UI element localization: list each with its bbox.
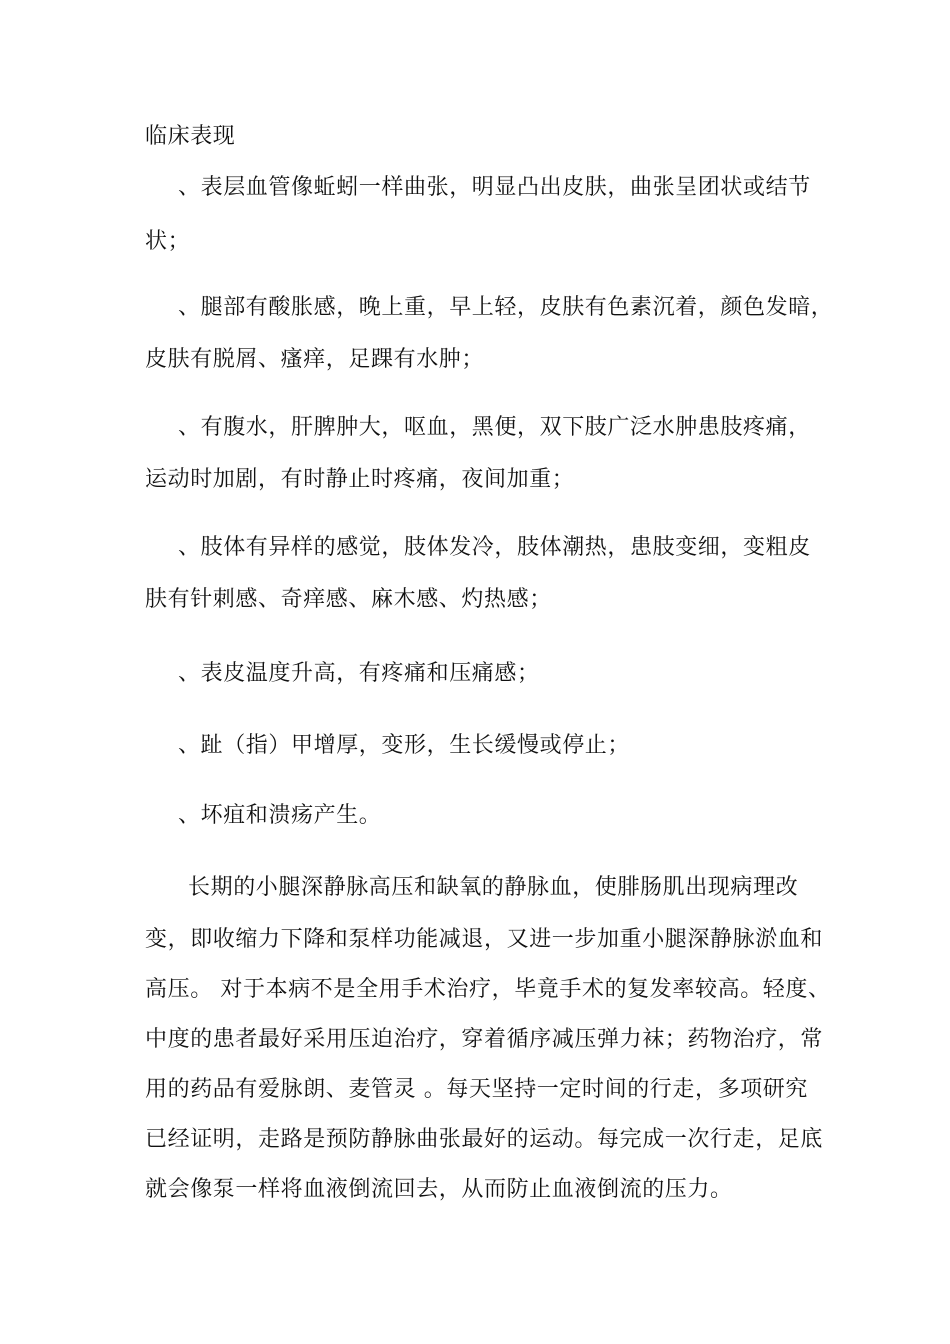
list-item-4-line-1: 、肢体有异样的感觉，肢体发冷，肢体潮热，患肢变细，变粗皮 [178,535,811,560]
list-item-3-line-2: 运动时加剧，有时静止时疼痛，夜间加重； [145,467,575,492]
paragraph-line-7: 就会像泵一样将血液倒流回去，从而防止血液倒流的压力。 [145,1177,733,1202]
list-item-3-line-1: 、有腹水，肝脾肿大，呕血，黑便，双下肢广泛水肿患肢疼痛， [178,415,811,440]
list-item-1-line-1: 、表层血管像蚯蚓一样曲张，明显凸出皮肤，曲张呈团状或结节 [178,175,811,200]
list-item-2-line-2: 皮肤有脱屑、瘙痒，足踝有水肿； [145,347,485,372]
section-heading: 临床表现 [145,124,236,149]
paragraph-line-6: 已经证明，走路是预防静脉曲张最好的运动。每完成一次行走，足底 [145,1127,824,1152]
paragraph-line-1: 长期的小腿深静脉高压和缺氧的静脉血，使腓肠肌出现病理改 [188,875,799,900]
list-item-4-line-2: 肤有针刺感、奇痒感、麻木感、灼热感； [145,587,552,612]
list-item-1-line-2: 状； [145,229,191,254]
paragraph-line-2: 变，即收缩力下降和泵样功能减退，又进一步加重小腿深静脉淤血和 [145,927,824,952]
list-item-5: 、表皮温度升高，有疼痛和压痛感； [178,661,540,686]
list-item-7: 、坏疽和溃疡产生。 [178,803,382,828]
paragraph-line-5: 用的药品有爱脉朗、麦管灵 。每天坚持一定时间的行走，多项研究 [145,1077,808,1102]
paragraph-line-3: 高压。 对于本病不是全用手术治疗，毕竟手术的复发率较高。轻度、 [145,977,831,1002]
paragraph-line-4: 中度的患者最好采用压迫治疗，穿着循序减压弹力袜；药物治疗，常 [145,1027,824,1052]
list-item-2-line-1: 、腿部有酸胀感，晚上重，早上轻，皮肤有色素沉着，颜色发暗， [178,295,834,320]
list-item-6: 、趾（指）甲增厚，变形，生长缓慢或停止； [178,733,631,758]
